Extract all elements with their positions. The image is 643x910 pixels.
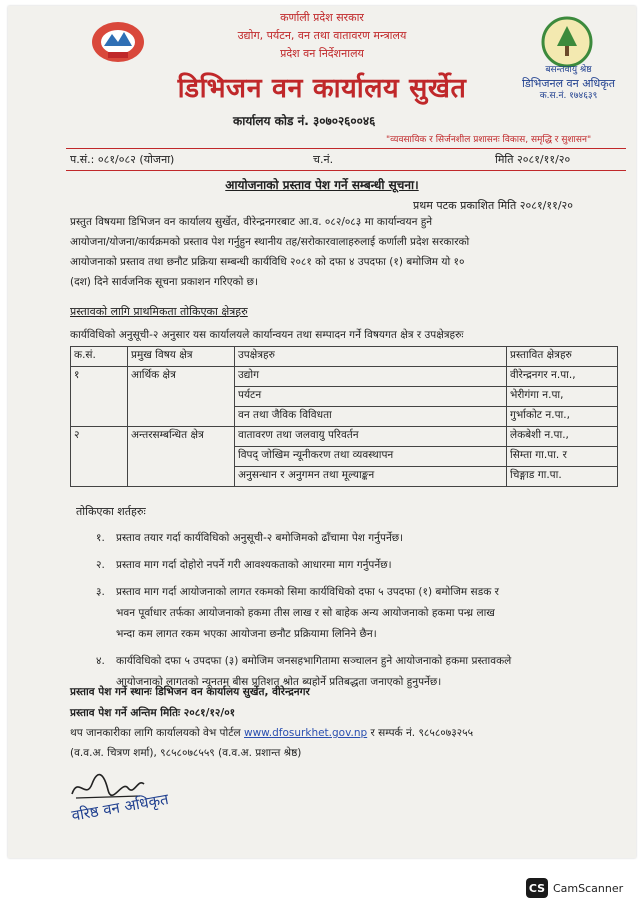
- header-sn: क.सं.: [71, 347, 128, 367]
- info-prefix: थप जानकारीका लागि कार्यालयको वेभ पोर्टल: [70, 727, 241, 739]
- submission-deadline: प्रस्ताव पेश गर्ने अन्तिम मितिः २०८१/१२/०१: [70, 707, 236, 719]
- condition-item: [96, 582, 626, 645]
- info-suffix: र सम्पर्क नं. ९८५८०७३२५५: [370, 727, 474, 739]
- letter-date: मिति २०८१/११/२०: [495, 153, 571, 166]
- camscanner-watermark: [526, 878, 623, 898]
- body-line: आयोजना/योजना/कार्यक्रमको प्रस्ताव पेश गर्नुहुन स्थानीय तह/सरोकारवालाहरुलाई कर्णाली प्रदेश सरकारको: [70, 236, 470, 248]
- table-intro: कार्यविधिको अनुसूची-२ अनुसार यस कार्यालयले कार्यान्वयन तथा सम्पादन गर्ने विषयगत क्षेत्र र उपक्षेत्रहरुः: [70, 329, 464, 341]
- cell-sn: १: [71, 367, 128, 427]
- ministry-line: उद्योग, पर्यटन, वन तथा वातावरण मन्त्रालय: [237, 29, 407, 42]
- condition-line: आयोजनाको लागतको न्यूनतम् बीस प्रतिशत श्रोत ब्यहोर्ने प्रतिबद्धता जनाएको हुनुपर्नेछ।: [116, 676, 442, 688]
- slogan: "व्यवसायिक र सिर्जनशील प्रशासनः विकास, समृद्धि र सुशासन": [386, 135, 592, 145]
- body-line: (दश) दिने सार्वजनिक सूचना प्रकाशन गरिएको छ।: [70, 276, 259, 288]
- camscanner-label: CamScanner: [553, 881, 624, 895]
- cell-area: अन्तरसम्बन्धित क्षेत्र: [128, 427, 235, 487]
- condition-line: कार्यविधिको दफा ५ उपदफा (३) बमोजिम जनसहभागितामा सञ्चालन हुने आयोजनाको हकमा प्रस्तावकले: [116, 655, 512, 667]
- cell-subarea: पर्यटन: [235, 387, 507, 407]
- gov-line: कर्णाली प्रदेश सरकार: [280, 11, 364, 24]
- conditions-heading: तोकिएका शर्तहरुः: [76, 505, 146, 518]
- directorate-line: प्रदेश वन निर्देशनालय: [280, 47, 364, 60]
- cell-subarea: वातावरण तथा जलवायु परिवर्तन: [235, 427, 507, 447]
- bottom-rule: [66, 170, 626, 171]
- priority-heading: [70, 304, 248, 319]
- dispatch-number: च.नं.: [313, 153, 334, 166]
- cell-proposed: सिम्ता गा.पा. र: [507, 447, 618, 467]
- document-page: [8, 6, 636, 858]
- header-area: प्रमुख विषय क्षेत्र: [128, 347, 235, 367]
- cell-proposed: भेरीगंगा न.पा,: [507, 387, 618, 407]
- table-header-row: [71, 347, 618, 367]
- contact-info: [70, 723, 630, 743]
- conditions-list: [96, 528, 626, 693]
- subject-area-table: [70, 346, 618, 487]
- cell-subarea: उद्योग: [235, 367, 507, 387]
- cell-subarea: वन तथा जैविक विविधता: [235, 407, 507, 427]
- reference-number: प.सं.: ०८१/०८२ (योजना): [70, 153, 175, 166]
- condition-line: प्रस्ताव माग गर्दा आयोजनाको लागत रकमको सिमा कार्यविधिको दफा ५ उपदफा (१) बमोजिम सडक र: [116, 586, 499, 598]
- condition-number: २.: [96, 559, 105, 571]
- cell-subarea: विपद् जोखिम न्यूनीकरण तथा व्यवस्थापन: [235, 447, 507, 467]
- condition-line: प्रस्ताव माग गर्दा दोहोरो नपर्ने गरी आवश्यकताको आधारमा माग गर्नुपर्नेछ।: [116, 559, 392, 571]
- cell-proposed: लेकबेशी न.पा.,: [507, 427, 618, 447]
- body-line: प्रस्तुत विषयमा डिभिजन वन कार्यालय सुर्खेत, वीरेन्द्रनगरबाट आ.व. ०८२/०८३ मा कार्यान्वयन हुने: [70, 216, 433, 228]
- submission-place: प्रस्ताव पेश गर्ने स्थानः डिभिजन वन कार्यालय सुर्खेत, वीरेन्द्रनगर: [70, 686, 310, 698]
- condition-number: ४.: [96, 655, 105, 667]
- contact-persons: (व.व.अ. चित्रण शर्मा), ९८५८०७८५५९ (व.व.अ. प्रशान्त श्रेष्ठ): [70, 747, 302, 759]
- condition-number: ३.: [96, 586, 105, 598]
- officer-name: बसन्तवायु श्रेष्ठ: [545, 65, 592, 75]
- cell-proposed: वीरेन्द्रनगर न.पा.,: [507, 367, 618, 387]
- header-subareas: उपक्षेत्रहरु: [235, 347, 507, 367]
- cell-subarea: अनुसन्धान र अनुगमन तथा मूल्याङ्कन: [235, 467, 507, 487]
- signature-title: वरिष्ठ वन अधिकृत: [70, 789, 170, 825]
- officer-stamp: [506, 64, 631, 103]
- cell-sn: २: [71, 427, 128, 487]
- notice-title: [8, 176, 636, 193]
- first-publication-date: प्रथम पटक प्रकाशित मिति २०८१/११/२०: [413, 199, 573, 212]
- header-proposed: प्रस्तावित क्षेत्रहरु: [507, 347, 618, 367]
- priority-heading-text: प्रस्तावको लागि प्राथमिकता तोकिएका क्षेत्रहरु: [70, 305, 248, 318]
- table-row: [71, 367, 618, 387]
- condition-item: [96, 555, 626, 576]
- website-link[interactable]: www.dfosurkhet.gov.np: [244, 727, 368, 739]
- camscanner-logo-icon: CS: [526, 878, 548, 898]
- office-code: कार्यालय कोड नं. ३०७०२६००४६: [233, 114, 376, 128]
- body-line: आयोजनाको प्रस्ताव तथा छनौट प्रक्रिया सम्बन्धी कार्यविधि २०८१ को दफा ४ उपदफा (१) बमोजिम यो १०: [70, 256, 465, 268]
- notice-body: [70, 212, 630, 292]
- condition-number: १.: [96, 532, 105, 544]
- condition-item: [96, 528, 626, 549]
- office-title: डिभिजन वन कार्यालय सुर्खेत: [177, 73, 467, 104]
- condition-line: भन्दा कम लागत रकम भएका आयोजना छनौट प्रक्रियामा लिनिने छैन।: [116, 628, 377, 640]
- table-row: [71, 427, 618, 447]
- cell-proposed: चिङ्गाड गा.पा.: [507, 467, 618, 487]
- top-rule: [66, 148, 626, 149]
- officer-title: डिभिजनल वन अधिकृत: [522, 77, 615, 90]
- cell-proposed: गुर्भाकोट न.पा.,: [507, 407, 618, 427]
- condition-line: भवन पूर्वाधार तर्फका आयोजनाको हकमा तीस लाख र सो बाहेक अन्य आयोजनाको हकमा पन्ध्र लाख: [116, 607, 495, 619]
- notice-title-text: आयोजनाको प्रस्ताव पेश गर्ने सम्बन्धी सूचना।: [225, 178, 419, 192]
- condition-line: प्रस्ताव तयार गर्दा कार्यविधिको अनुसूची-२ बमोजिमको ढाँचामा पेश गर्नुपर्नेछ।: [116, 532, 404, 544]
- cell-area: आर्थिक क्षेत्र: [128, 367, 235, 427]
- officer-number: क.स.नं. १७४६३९: [539, 91, 598, 101]
